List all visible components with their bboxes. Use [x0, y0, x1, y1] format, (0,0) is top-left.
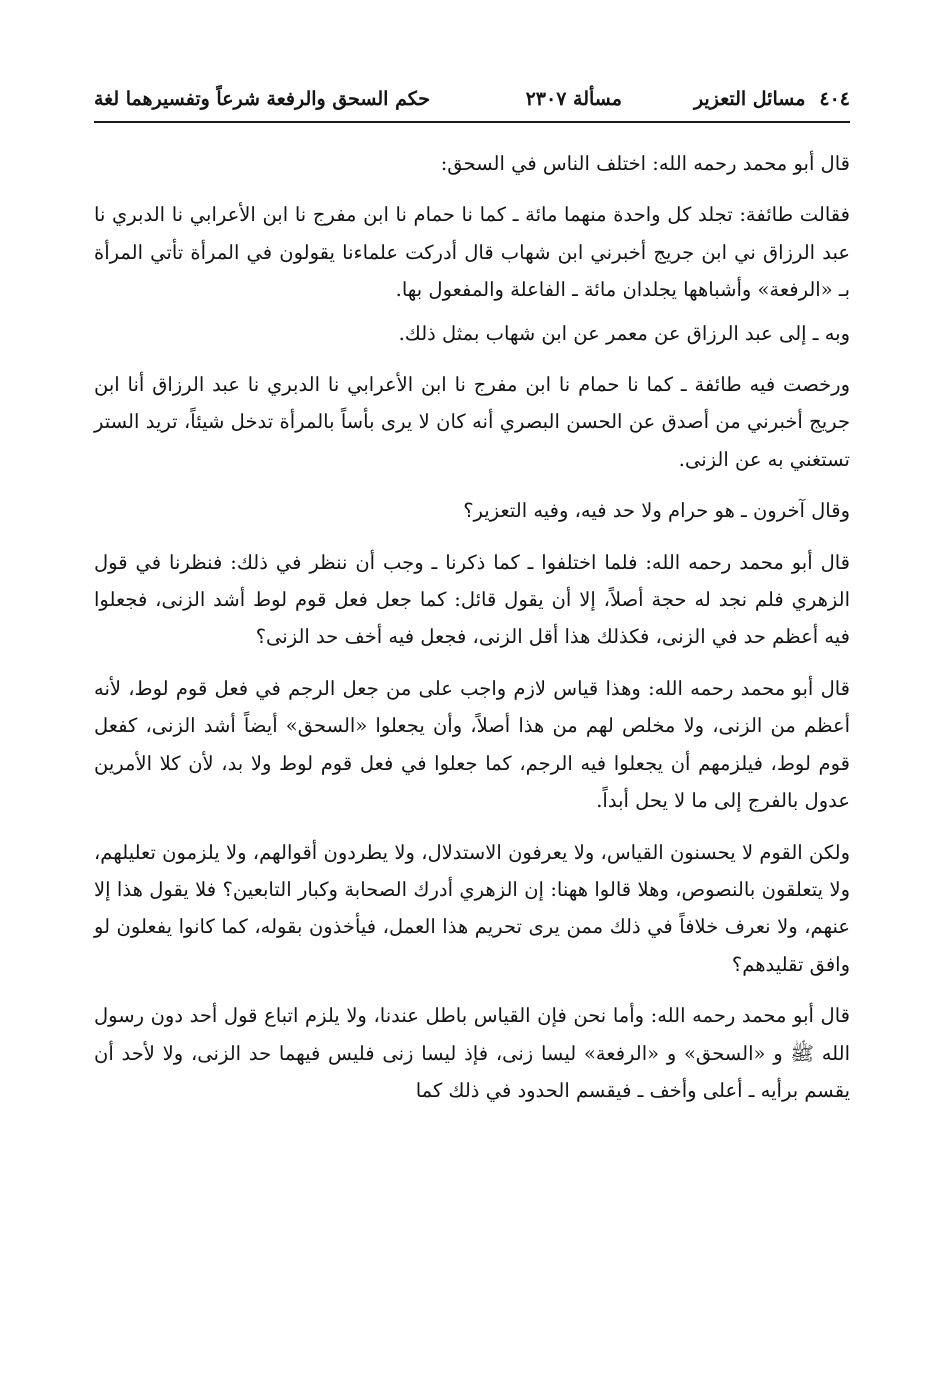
issue-number: مسألة ٢٣٠٧	[525, 88, 622, 110]
header-right-group	[526, 84, 850, 114]
page-number: ٤٠٤	[819, 88, 850, 110]
paragraph: قال أبو محمد رحمه الله: اختلف الناس في السحق:	[440, 152, 850, 175]
paragraph: قال أبو محمد رحمه الله: وأما نحن فإن القياس باطل عندنا، ولا يلزم اتباع قول أحد دون رسول الله ﷺ و «السحق» و «الرفعة» ليسا زنى، فإذ ليسا زنى فليس فيهما حد الزنى، ولا لأحد أن يقسم برأيه ـ أعلى وأخف ـ فيقسم الحدود في ذلك كما	[94, 1004, 850, 1102]
book-title: مسائل التعزير	[693, 88, 806, 110]
paragraph: قال أبو محمد رحمه الله: وهذا قياس لازم واجب على من جعل الرجم في فعل قوم لوط، لأنه أعظم من الزنى، ولا مخلص لهم من هذا أصلاً، وأن يجعلوا «السحق» أيضاً أشد الزنى، كفعل قوم لوط، فيلزمهم أن يجعلوا فيه الرجم، كما جعلوا في فعل قوم لوط ولا بد، لأن كلا الأمرين عدول بالفرج إلى ما لا يحل أبداً.	[94, 676, 850, 813]
running-header	[94, 84, 850, 118]
paragraph: قال أبو محمد رحمه الله: فلما اختلفوا ـ كما ذكرنا ـ وجب أن ننظر في ذلك: فنظرنا في قول الزهري فلم نجد له حجة أصلاً، إلا أن يقول قائل: كما جعل فعل قوم لوط أشد الزنى، فجعلوا فيه أعظم حد في الزنى، فكذلك هذا أقل الزنى، فجعل فيه أخف حد الزنى؟	[94, 550, 850, 649]
header-page-and-book	[694, 84, 850, 114]
paragraph: ورخصت فيه طائفة ـ كما نا حمام نا ابن مفرج نا ابن الأعرابي نا الدبري نا عبد الرزاق أنا ابن جريج أخبرني من أصدق عن الحسن البصري أنه كان لا يرى بأساً بالمرأة تدخل شيئاً، تريد الستر تستغني به عن الزنى.	[94, 373, 850, 471]
paragraph: وقال آخرون ـ هو حرام ولا حد فيه، وفيه التعزير؟	[463, 499, 850, 523]
paragraph: ولكن القوم لا يحسنون القياس، ولا يعرفون الاستدلال، ولا يطردون أقوالهم، ولا يلزمون تعليلهم، ولا يتعلقون بالنصوص، وهلا قالوا ههنا: إن الزهري أدرك الصحابة وكبار التابعين؟ فلا يقول هذا إلا عنهم، ولا نعرف خلافاً في ذلك ممن يرى تحريم هذا العمل، فيأخذون بقوله، كما كانوا يفعلون لو وافق تقليدهم؟	[94, 840, 850, 976]
paragraph: وبه ـ إلى عبد الرزاق عن معمر عن ابن شهاب بمثل ذلك.	[398, 321, 850, 345]
header-topic: حكم السحق والرفعة شرعاً وتفسيرهما لغة	[94, 88, 430, 110]
page-body	[94, 145, 850, 1109]
paragraph: فقالت طائفة: تجلد كل واحدة منهما مائة ـ كما نا حمام نا ابن مفرج نا ابن الأعرابي نا الدبري نا عبد الرزاق ني ابن جريج أخبرني ابن شهاب قال أدركت علماءنا يقولون في المرأة تأتي المرأة بـ «الرفعة» وأشباهها يجلدان مائة ـ الفاعلة والمفعول بها.	[94, 203, 850, 302]
document-page	[94, 84, 850, 1123]
header-rule	[94, 121, 850, 123]
